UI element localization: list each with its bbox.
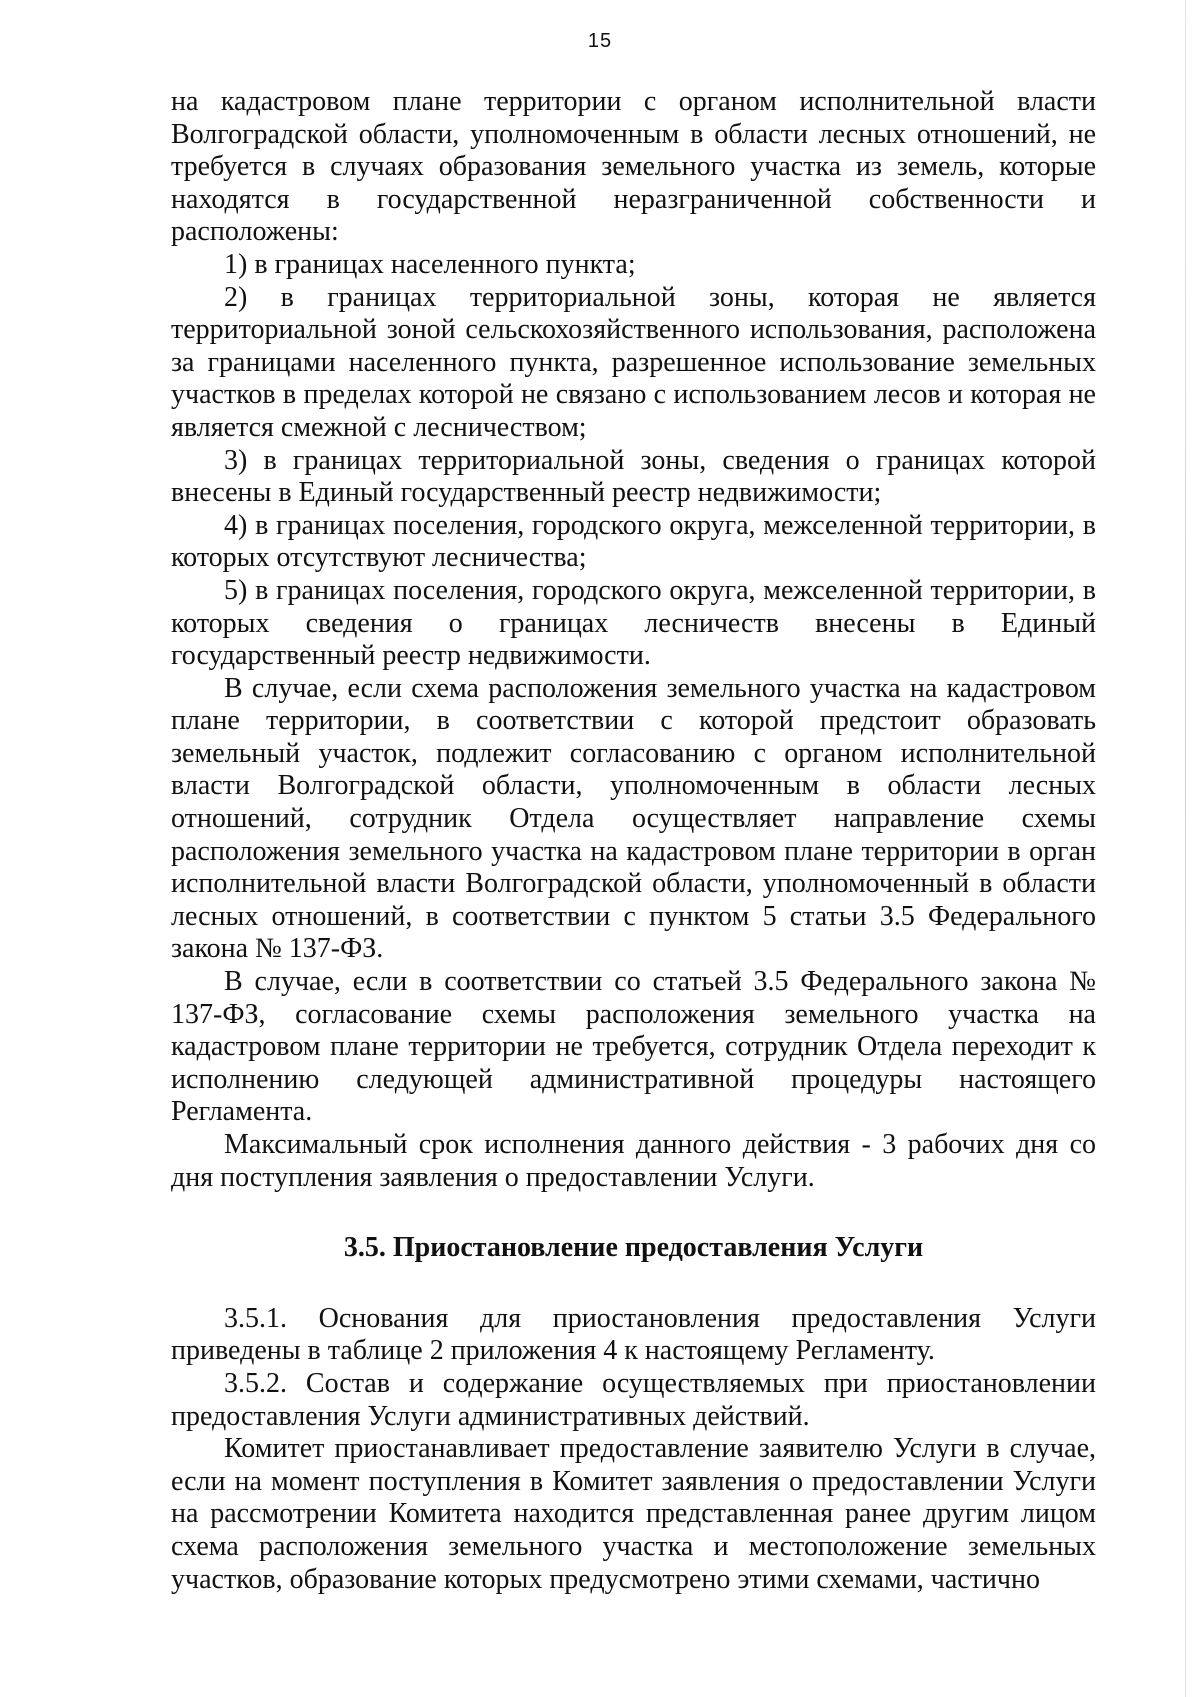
list-item-3: 3) в границах территориальной зоны, сведения о границах которой внесены в Единый государственный реестр недвижимости; bbox=[171, 444, 1096, 509]
paragraph-forest-approval: В случае, если схема расположения земельного участка на кадастровом плане территории, в соответствии с которой предстоит образовать земельный участок, подлежит согласованию с органом исполнительной власти Волгоградской области, уполномоченным в области лесных отношений, сотрудник Отдела осуществляет направление схемы расположения земельного участка на кадастровом плане территории в орган исполнительной власти Волгоградской области, уполномоченный в области лесных отношений, в соответствии с пунктом 5 статьи 3.5 Федерального закона № 137-ФЗ. bbox=[171, 672, 1096, 965]
paragraph-suspension: Комитет приостанавливает предоставление заявителю Услуги в случае, если на момент поступления в Комитет заявления о предоставлении Услуги на рассмотрении Комитета находится представленная ранее другим лицом схема расположения земельного участка и местоположение земельных участков, образование которых предусмотрено этими схемами, частично bbox=[171, 1433, 1096, 1595]
list-item-2: 2) в границах территориальной зоны, которая не является территориальной зоной сельскохозяйственного использования, расположена за границами населенного пункта, разрешенное использование земельных участков в пределах которой не связано с использованием лесов и которая не является смежной с лесничеством; bbox=[171, 281, 1096, 443]
paragraph-3-5-2: 3.5.2. Состав и содержание осуществляемых при приостановлении предоставления Услуги административных действий. bbox=[171, 1367, 1096, 1432]
paragraph-3-5-1: 3.5.1. Основания для приостановления предоставления Услуги приведены в таблице 2 приложения 4 к настоящему Регламенту. bbox=[171, 1302, 1096, 1367]
page-number: 15 bbox=[587, 30, 613, 52]
paragraph-deadline: Максимальный срок исполнения данного действия - 3 рабочих дня со дня поступления заявления о предоставлении Услуги. bbox=[171, 1129, 1096, 1193]
list-item-1: 1) в границах населенного пункта; bbox=[224, 248, 636, 280]
paragraph-continuation: на кадастровом плане территории с органом исполнительной власти Волгоградской области, уполномоченным в области лесных отношений, не требуется в случаях образования земельного участка из земель, которые находятся в государственной неразграниченной собственности и расположены: bbox=[171, 86, 1096, 248]
scan-edge-shadow bbox=[1185, 0, 1186, 1697]
list-item-4: 4) в границах поселения, городского округа, межселенной территории, в которых отсутствуют лесничества; bbox=[171, 509, 1096, 574]
list-item-5: 5) в границах поселения, городского округа, межселенной территории, в которых сведения о границах лесничеств внесены в Единый государственный реестр недвижимости. bbox=[171, 574, 1096, 672]
section-heading: 3.5. Приостановление предоставления Услуги bbox=[343, 1232, 924, 1264]
page-body bbox=[171, 86, 1096, 1596]
paragraph-no-approval: В случае, если в соответствии со статьей 3.5 Федерального закона № 137-ФЗ, согласование схемы расположения земельного участка на кадастровом плане территории не требуется, сотрудник Отдела переходит к исполнению следующей административной процедуры настоящего Регламента. bbox=[171, 966, 1096, 1128]
